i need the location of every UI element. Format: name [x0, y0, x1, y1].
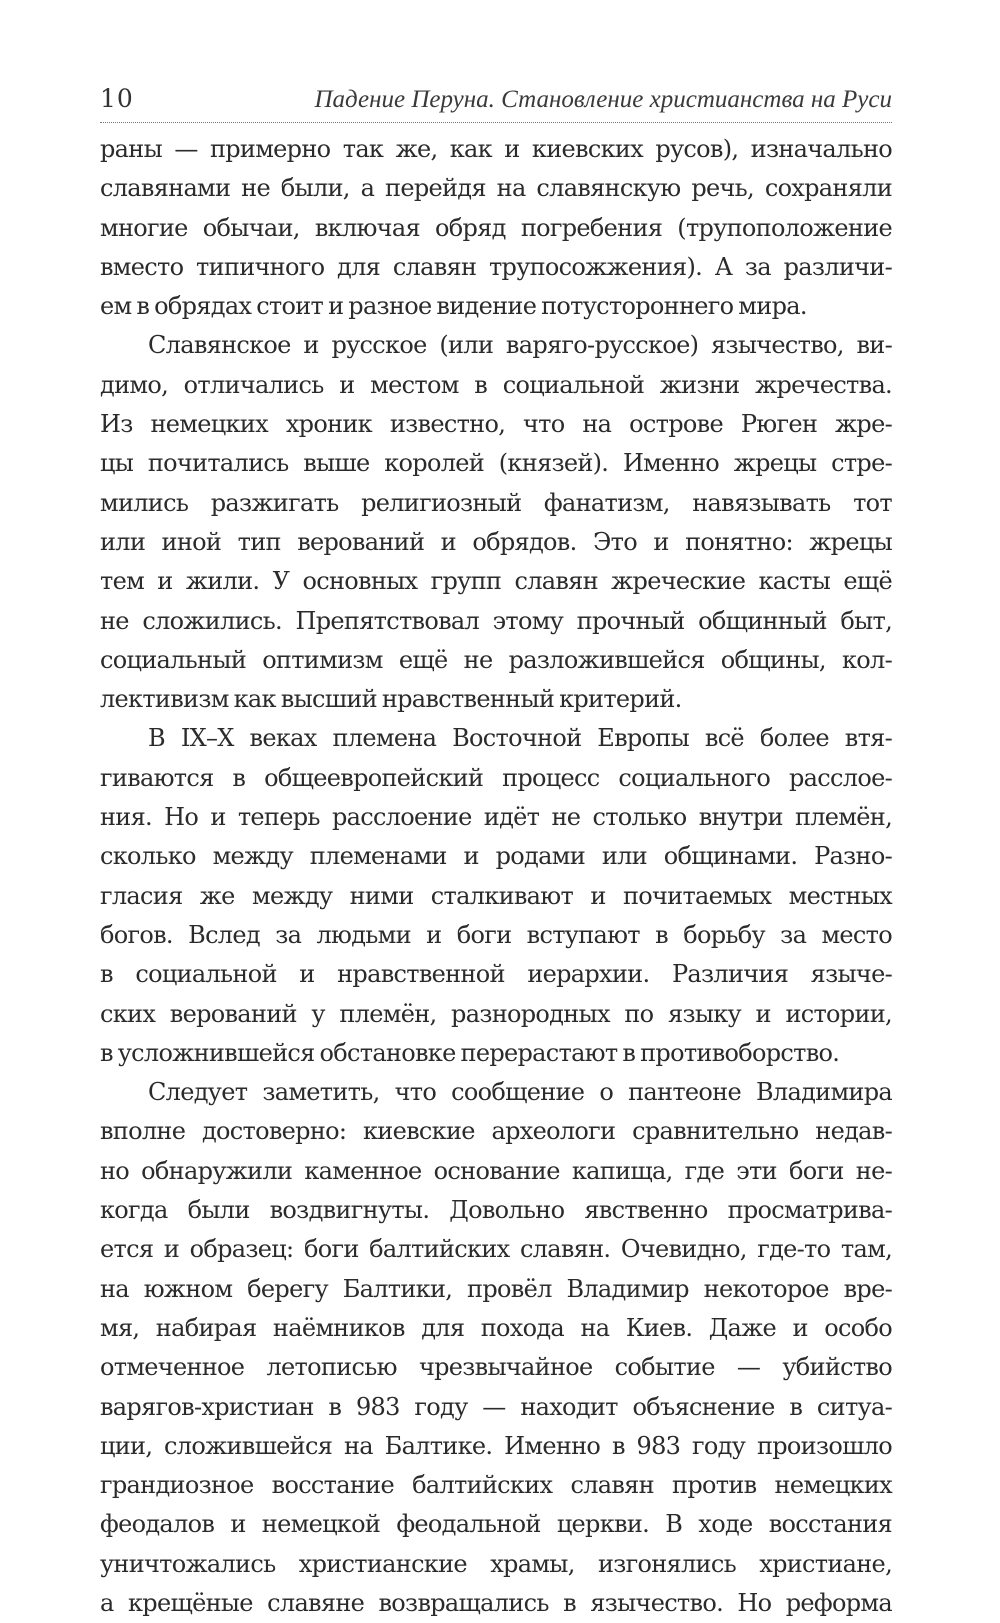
- page-number: 10: [100, 84, 134, 113]
- text-line: ем в обрядах стоит и разное видение потустороннего мира.: [100, 292, 807, 321]
- text-line: гласия же между ними сталкивают и почитаемых местных: [100, 881, 892, 910]
- paragraph: [100, 130, 892, 326]
- text-line: ских верований у племён, разнородных по языку и истории,: [100, 999, 892, 1028]
- text-line: социальный оптимизм ещё не разложившейся общины, кол-: [100, 645, 892, 674]
- text-line: ния. Но и теперь расслоение идёт не столько внутри племён,: [100, 803, 892, 832]
- text-line: димо, отличались и местом в социальной жизни жречества.: [100, 370, 892, 399]
- text-line: но обнаружили каменное основание капища, где эти боги не-: [100, 1156, 892, 1185]
- text-line: славянами не были, а перейдя на славянскую речь, сохраняли: [100, 174, 892, 203]
- text-line: мя, набирая наёмников для похода на Киев. Даже и особо: [100, 1313, 892, 1342]
- text-line: богов. Вслед за людьми и боги вступают в борьбу за место: [100, 920, 892, 949]
- text-line: уничтожались христианские храмы, изгонялись христиане,: [100, 1549, 892, 1578]
- text-line: ется и образец: боги балтийских славян. Очевидно, где-то там,: [100, 1235, 892, 1264]
- running-header: [100, 80, 892, 123]
- text-line: лективизм как высший нравственный критерий.: [100, 685, 682, 714]
- text-line: сколько между племенами и родами или общинами. Разно-: [100, 842, 892, 871]
- text-line: мились разжигать религиозный фанатизм, навязывать тот: [100, 488, 892, 517]
- text-line: цы почитались выше королей (князей). Именно жрецы стре-: [100, 449, 892, 478]
- paragraph: [100, 719, 892, 1073]
- paragraph: [100, 1073, 892, 1623]
- text-line: грандиозное восстание балтийских славян против немецких: [100, 1471, 892, 1500]
- text-line: вполне достоверно: киевские археологи сравнительно недав-: [100, 1117, 892, 1146]
- text-line: варягов-христиан в 983 году — находит объяснение в ситуа-: [100, 1392, 892, 1421]
- text-line: В IX–X веках племена Восточной Европы всё более втя-: [148, 724, 892, 753]
- text-line: в социальной и нравственной иерархии. Различия языче-: [100, 960, 892, 989]
- text-line: тем и жили. У основных групп славян жреческие касты ещё: [100, 567, 892, 596]
- text-line: в усложнившейся обстановке перерастают в противоборство.: [100, 1038, 840, 1067]
- text-line: не сложились. Препятствовал этому прочный общинный быт,: [100, 606, 892, 635]
- text-line: Славянское и русское (или варяго-русское) язычество, ви-: [148, 331, 892, 360]
- running-title: Падение Перуна. Становление христианства на Руси: [314, 86, 892, 113]
- text-line: вместо типичного для славян трупосожжения). А за различи-: [100, 252, 892, 281]
- text-line: раны — примерно так же, как и киевских русов), изначально: [100, 135, 892, 163]
- text-line: отмеченное летописью чрезвычайное событие — убийство: [100, 1353, 892, 1382]
- text-line: или иной тип верований и обрядов. Это и понятно: жрецы: [100, 527, 892, 556]
- text-line: Из немецких хроник известно, что на острове Рюген жре-: [100, 410, 892, 439]
- text-line: гиваются в общеевропейский процесс социального расслое-: [100, 763, 892, 792]
- text-line: когда были воздвигнуты. Довольно явственно просматрива-: [100, 1196, 892, 1225]
- text-line: а крещёные славяне возвращались в язычество. Но реформа: [100, 1588, 892, 1617]
- text-line: многие обычаи, включая обряд погребения (трупоположение: [100, 213, 892, 242]
- text-line: ции, сложившейся на Балтике. Именно в 983 году произошло: [100, 1431, 892, 1460]
- paragraph: [100, 326, 892, 719]
- text-line: на южном берегу Балтики, провёл Владимир некоторое вре-: [100, 1274, 892, 1303]
- text-line: Следует заметить, что сообщение о пантеоне Владимира: [148, 1078, 892, 1107]
- body-text: [100, 130, 892, 1623]
- text-line: феодалов и немецкой феодальной церкви. В ходе восстания: [100, 1510, 892, 1539]
